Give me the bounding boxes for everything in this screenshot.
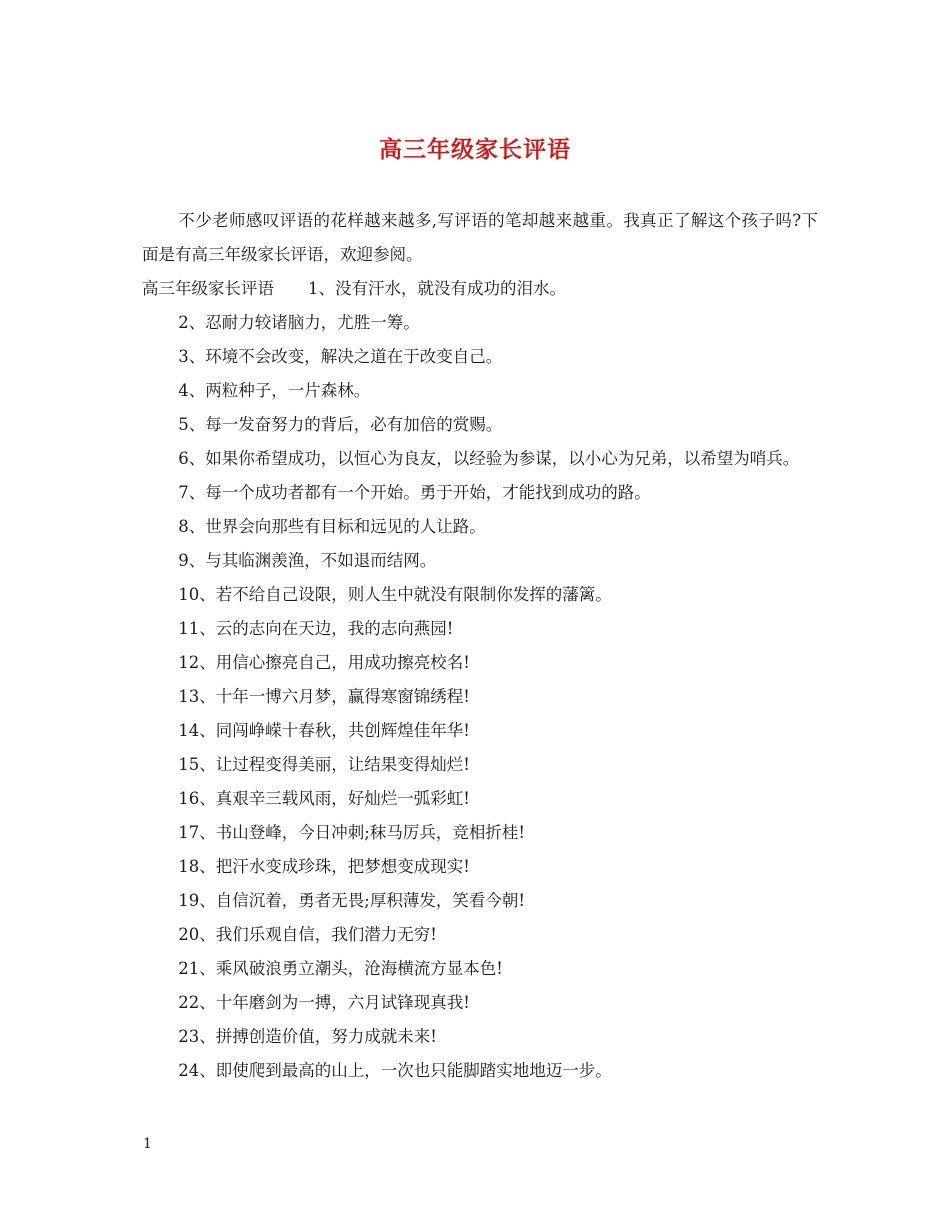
section-heading: 高三年级家长评语 <box>142 279 274 298</box>
list-item: 8、世界会向那些有目标和远见的人让路。 <box>178 517 486 536</box>
list-item: 16、真艰辛三载风雨，好灿烂一弧彩虹! <box>178 789 470 808</box>
page-number: 1 <box>143 1136 152 1152</box>
list-item: 13、十年一博六月梦，赢得寒窗锦绣程! <box>178 687 470 706</box>
list-item: 18、把汗水变成珍珠，把梦想变成现实! <box>178 857 470 876</box>
document-body <box>142 204 818 1088</box>
list-item: 12、用信心擦亮自己，用成功擦亮校名! <box>178 653 470 672</box>
list-item: 17、书山登峰，今日冲刺;秣马厉兵，竞相折桂! <box>178 823 525 842</box>
list-item: 20、我们乐观自信，我们潜力无穷! <box>178 925 437 944</box>
list-item: 23、拼搏创造价值，努力成就未来! <box>178 1027 437 1046</box>
list-item: 6、如果你希望成功，以恒心为良友，以经验为参谋，以小心为兄弟，以希望为哨兵。 <box>178 449 800 468</box>
list-item: 14、同闯峥嵘十春秋，共创辉煌佳年华! <box>178 721 470 740</box>
list-item: 9、与其临渊羡渔，不如退而结网。 <box>178 551 437 570</box>
list-item: 24、即使爬到最高的山上，一次也只能脚踏实地地迈一步。 <box>178 1061 612 1080</box>
list-item: 22、十年磨剑为一搏，六月试锋现真我! <box>178 993 470 1012</box>
list-item: 7、每一个成功者都有一个开始。勇于开始，才能找到成功的路。 <box>178 483 651 502</box>
list-item: 21、乘风破浪勇立潮头，沧海横流方显本色! <box>178 959 503 978</box>
document-title: 高三年级家长评语 <box>379 136 571 163</box>
list-item: 10、若不给自己设限，则人生中就没有限制你发挥的藩篱。 <box>178 585 612 604</box>
list-item: 2、忍耐力较诸脑力，尤胜一筹。 <box>178 313 420 332</box>
list-item: 5、每一发奋努力的背后，必有加倍的赏赐。 <box>178 415 503 434</box>
list-item: 15、让过程变得美丽，让结果变得灿烂! <box>178 755 470 774</box>
list-item: 3、环境不会改变，解决之道在于改变自己。 <box>178 347 503 366</box>
list-item: 19、自信沉着，勇者无畏;厚积薄发，笑看今朝! <box>178 891 525 910</box>
list-item: 11、云的志向在天边，我的志向燕园! <box>178 619 454 638</box>
list-item: 4、两粒种子，一片森林。 <box>178 381 371 400</box>
intro-paragraph: 不少老师感叹评语的花样越来越多,写评语的笔却越来越重。我真正了解这个孩子吗?下面是有高三年级家长评语，欢迎参阅。 <box>142 211 818 264</box>
list-item: 1、没有汗水，就没有成功的泪水。 <box>308 279 566 298</box>
first-item-line <box>142 272 818 306</box>
